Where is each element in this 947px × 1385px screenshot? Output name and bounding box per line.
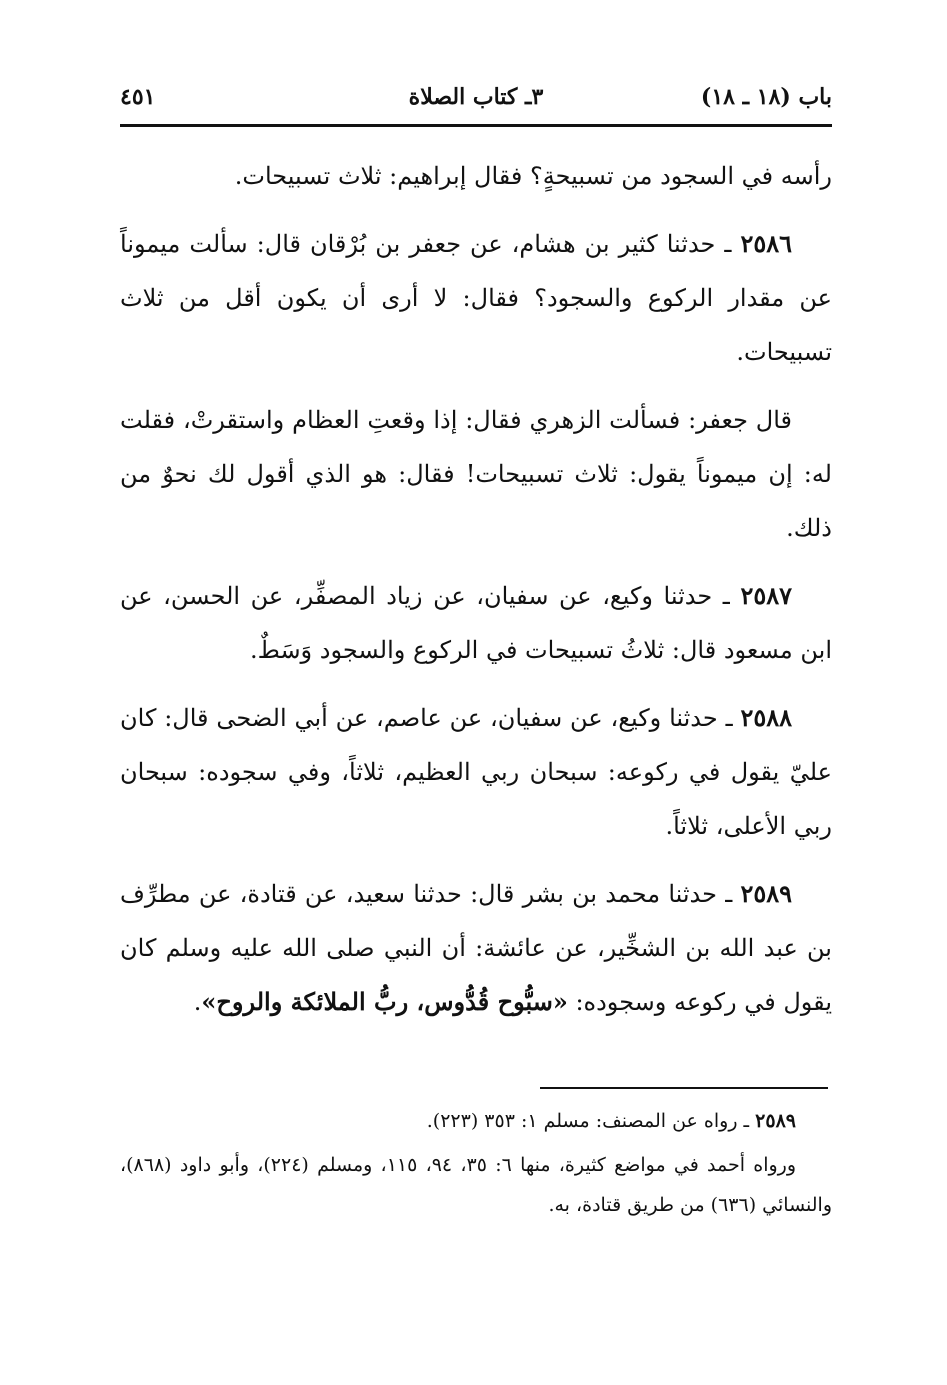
footnote-text: ـ رواه عن المصنف: مسلم ١: ٣٥٣ (٢٢٣). — [426, 1110, 756, 1132]
hadith-text: ـ حدثنا وكيع، عن سفيان، عن زياد المصفِّر، عن الحسن، عن ابن مسعود قال: ثلاثُ تسبيحات في الركوع والسجود وَسَطٌ. — [120, 582, 832, 664]
hadith-2587 — [120, 569, 832, 677]
paragraph-continuation — [120, 149, 832, 203]
hadith-2588 — [120, 691, 832, 853]
footnote-rule — [540, 1087, 828, 1089]
paragraph-jafar — [120, 393, 832, 555]
hadith-end: . — [193, 988, 202, 1016]
chapter-heading: باب (١٨ ـ ١٨) — [700, 84, 832, 110]
footnote-text: ورواه أحمد في مواضع كثيرة، منها ٦: ٣٥، ٩٤، ١١٥، ومسلم (٢٢٤)، وأبو داود (٨٦٨)، والنسائي (٦٣٦) من طريق قتادة، به. — [120, 1154, 832, 1216]
hadith-number: ٢٥٨٨ — [740, 703, 792, 732]
hadith-text: ـ حدثنا وكيع، عن سفيان، عن عاصم، عن أبي الضحى قال: كان عليّ يقول في ركوعه: سبحان ربي العظيم، ثلاثاً، وفي سجوده: سبحان ربي الأعلى، ثلاثاً. — [120, 704, 832, 840]
hadith-number: ٢٥٨٦ — [740, 229, 792, 258]
hadith-2586 — [120, 217, 832, 379]
paragraph-text: رأسه في السجود من تسبيحةٍ؟ فقال إبراهيم: ثلاث تسبيحات. — [234, 162, 832, 190]
page-header — [120, 78, 832, 127]
hadith-2589 — [120, 867, 832, 1029]
hadith-quote: «سبُّوح قُدُّوس، ربُّ الملائكة والروح» — [201, 987, 568, 1016]
hadith-number: ٢٥٨٩ — [740, 879, 792, 908]
paragraph-text: قال جعفر: فسألت الزهري فقال: إذا وقعتِ العظام واستقرتْ، فقلت له: إن ميموناً يقول: ثلاث تسبيحات! فقال: هو الذي أقول لك نحوٌ من ذلك. — [120, 406, 832, 542]
footnote-continuation — [120, 1145, 832, 1225]
page-number: ٤٥١ — [120, 84, 156, 110]
hadith-number: ٢٥٨٧ — [740, 581, 792, 610]
footnote-number: ٢٥٨٩ — [755, 1110, 796, 1132]
footnote-separator — [120, 1087, 832, 1089]
footnote-2589 — [120, 1101, 832, 1141]
book-page — [120, 78, 832, 1229]
hadith-text: ـ حدثنا محمد بن بشر قال: حدثنا سعيد، عن قتادة، عن مطرِّف بن عبد الله بن الشخِّير، عن عائشة: أن النبي صلى الله عليه وسلم كان يقول في ركوعه وسجوده: — [120, 880, 832, 1016]
book-title: ٣ـ كتاب الصلاة — [408, 84, 544, 110]
hadith-text: ـ حدثنا كثير بن هشام، عن جعفر بن بُرْقان قال: سألت ميموناً عن مقدار الركوع والسجود؟ فقال: لا أرى أن يكون أقل من ثلاث تسبيحات. — [120, 230, 832, 366]
